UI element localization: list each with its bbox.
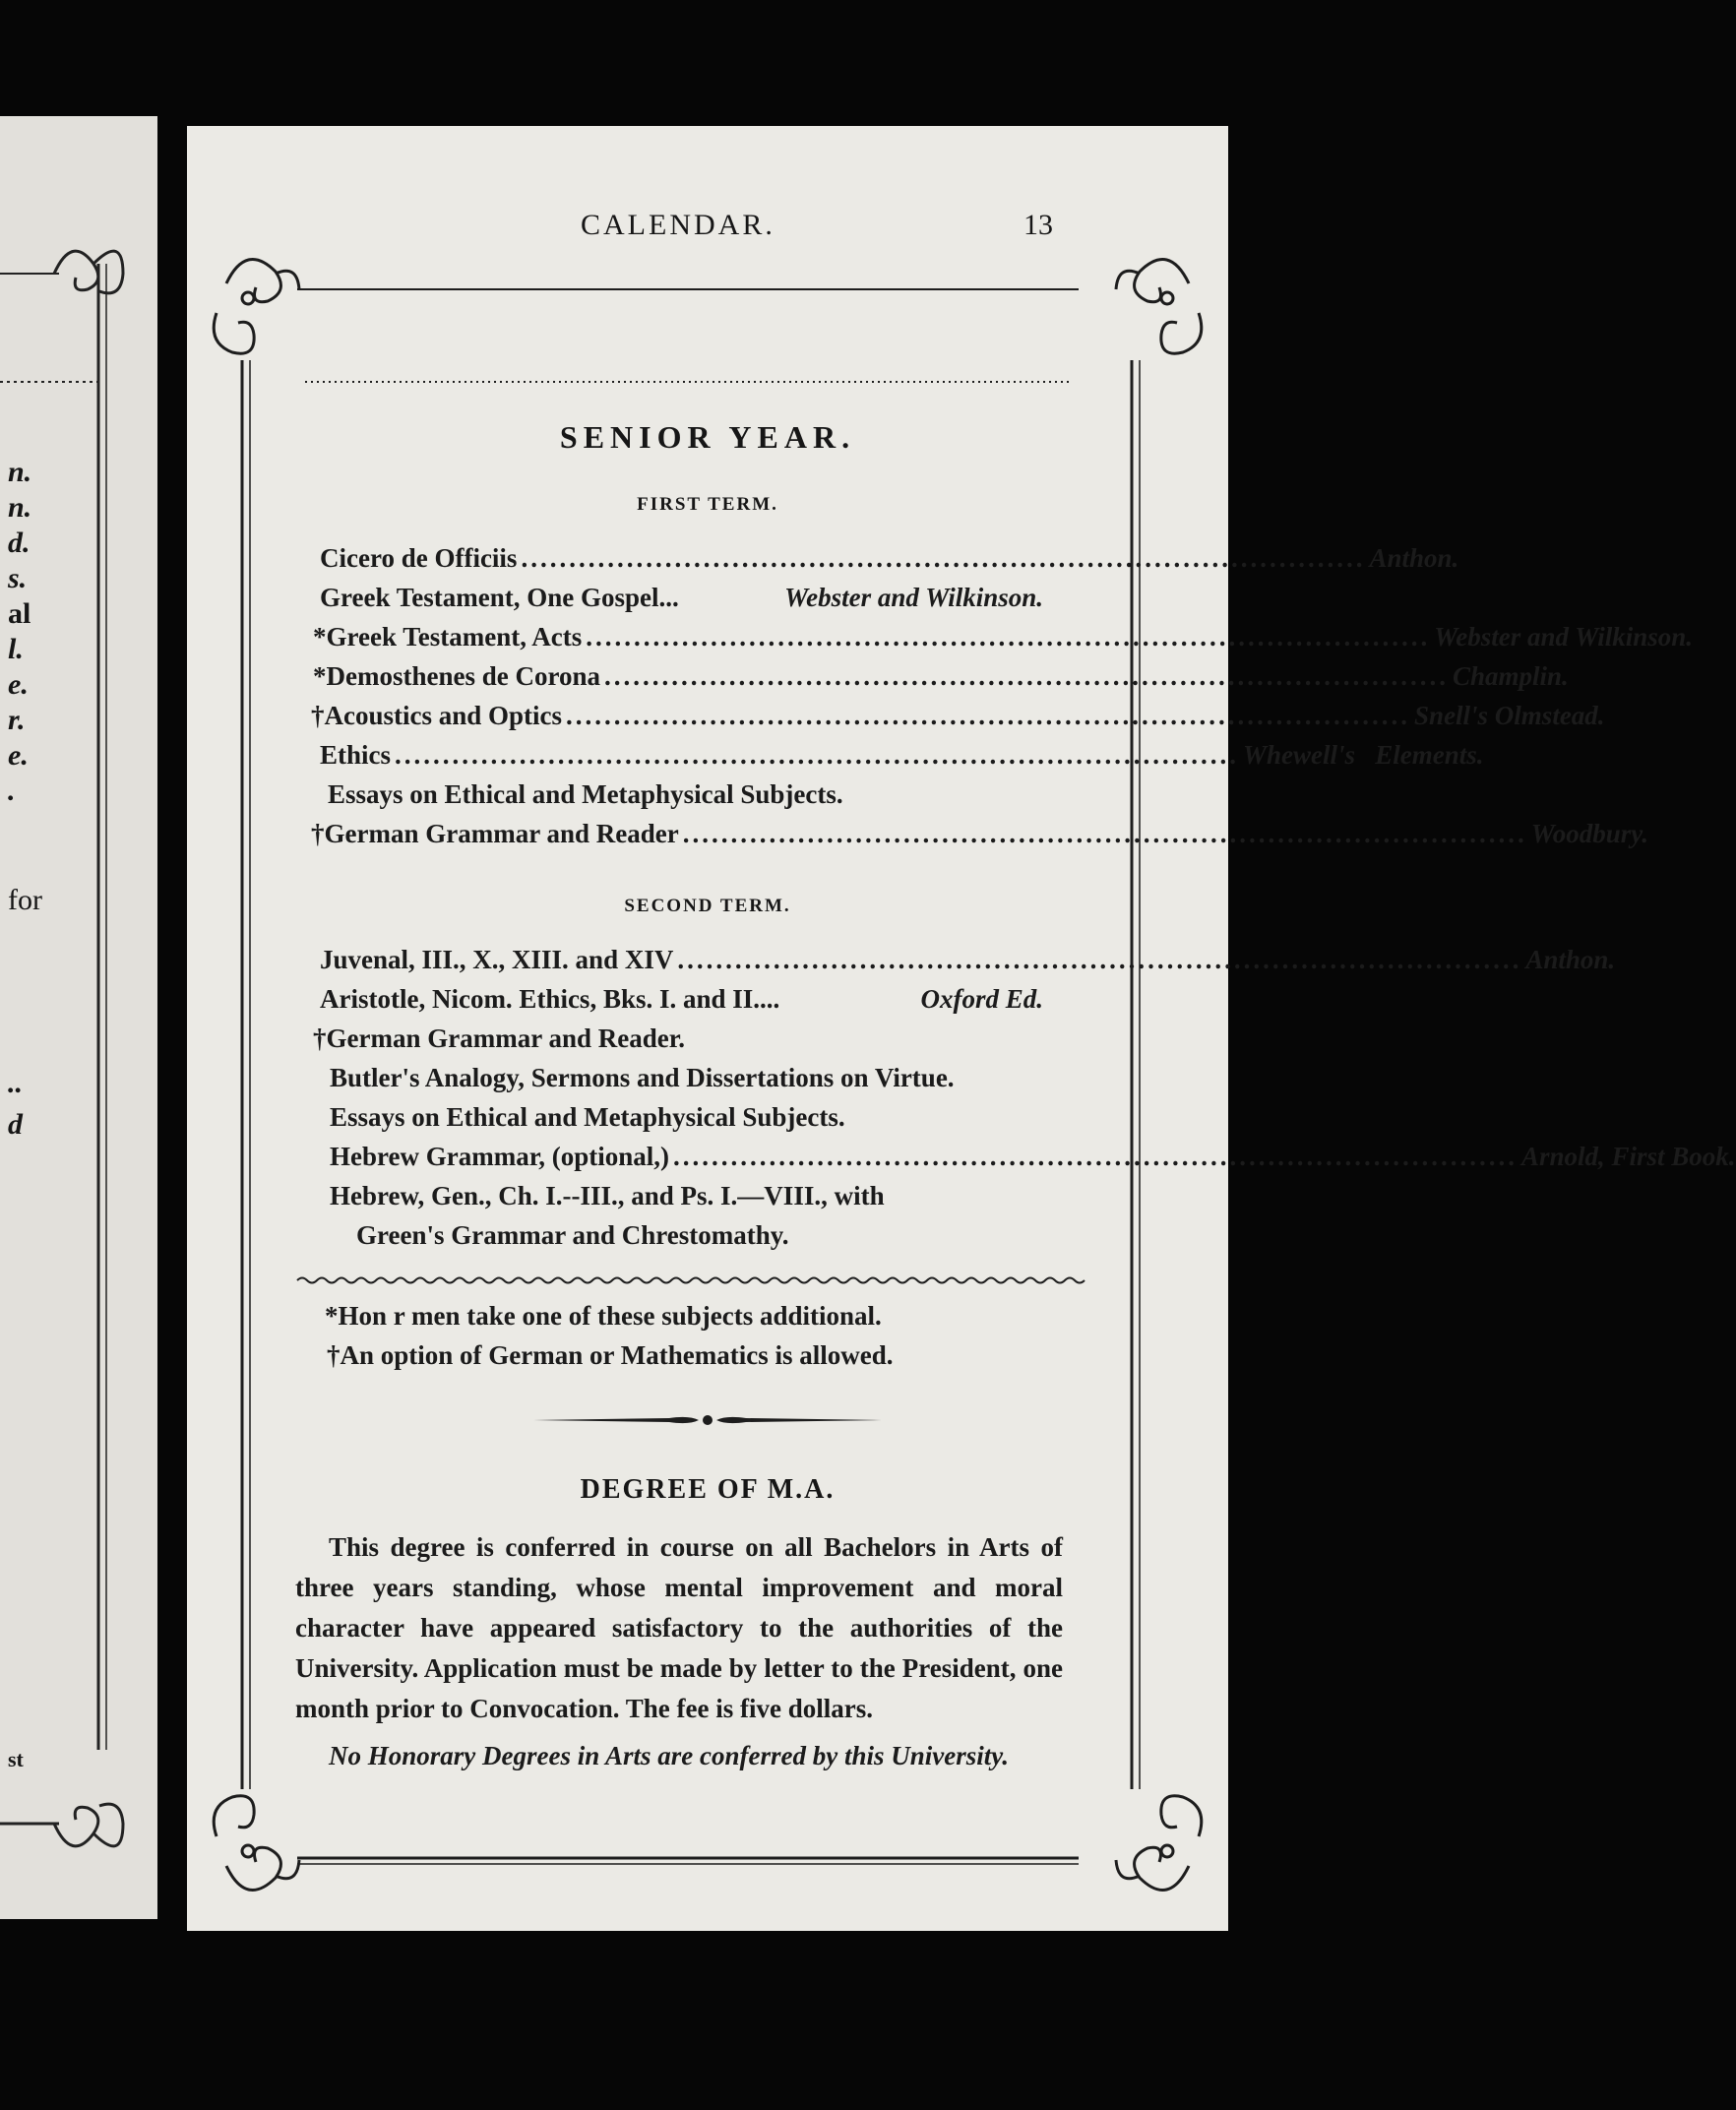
course-author: Snell's Olmstead. bbox=[1414, 701, 1605, 730]
degree-paragraph bbox=[295, 1527, 1063, 1729]
course-author: Anthon. bbox=[1525, 945, 1616, 974]
dot-leader: ........................................................................................ bbox=[586, 622, 1431, 652]
course-name: Hebrew Grammar, (optional,) bbox=[330, 1142, 669, 1171]
previous-page-fragment bbox=[0, 116, 157, 1919]
course-entry: Essays on Ethical and Metaphysical Subjects. bbox=[330, 1102, 845, 1132]
prev-fragment: for bbox=[8, 884, 42, 916]
prev-fragment: e. bbox=[8, 668, 29, 701]
prev-fragment: e. bbox=[8, 739, 29, 772]
course-entry bbox=[330, 1142, 1736, 1181]
course-entry bbox=[311, 701, 1605, 740]
prev-fragment: l. bbox=[8, 633, 24, 665]
course-name: Ethics bbox=[320, 740, 392, 770]
term-heading: FIRST TERM. bbox=[637, 494, 778, 515]
dot-leader: ........................................................................................ bbox=[677, 945, 1522, 974]
dot-leader: ........................................................................................ bbox=[672, 1142, 1518, 1171]
running-head bbox=[394, 209, 1053, 248]
course-author: Webster and Wilkinson. bbox=[1434, 622, 1694, 652]
course-entry bbox=[320, 945, 1616, 984]
prev-fragment: d. bbox=[8, 527, 31, 559]
prev-fragment: st bbox=[8, 1747, 24, 1771]
prev-fragment: s. bbox=[8, 562, 28, 594]
dot-leader: ........................................................................................ bbox=[604, 661, 1449, 691]
section-title: SENIOR YEAR. bbox=[559, 419, 856, 455]
course-entry bbox=[320, 583, 1043, 622]
course-author: Arnold, First Book. bbox=[1520, 1142, 1736, 1171]
footnote: †An option of German or Mathematics is allowed. bbox=[327, 1340, 894, 1370]
course-name: †German Grammar and Reader bbox=[311, 819, 679, 848]
dot-leader: ........................................................................................ bbox=[566, 701, 1411, 730]
previous-page-border bbox=[0, 116, 138, 1919]
dot-leader: ........................................................................................ bbox=[682, 819, 1527, 848]
honorary-text: No Honorary Degrees in Arts are conferred by this University. bbox=[329, 1741, 1009, 1770]
course-author: Anthon. bbox=[1369, 543, 1459, 573]
term-heading: SECOND TERM. bbox=[624, 896, 791, 916]
prev-fragment: r. bbox=[8, 704, 26, 736]
honorary-note bbox=[295, 1736, 1063, 1776]
prev-fragment: n. bbox=[8, 491, 32, 524]
course-name: Juvenal, III., X., XIII. and XIV bbox=[320, 945, 674, 974]
course-entry bbox=[320, 543, 1459, 583]
page-number: 13 bbox=[1023, 209, 1053, 241]
dot-leader: ........................................................................................ bbox=[521, 543, 1366, 573]
degree-heading: DEGREE OF M.A. bbox=[580, 1474, 836, 1505]
degree-text: This degree is conferred in course on all Bachelors in Arts of three years standing, whose mental improvement and moral character have appeared satisfactory to the authorities of the University. Application must be made by letter to the President, one month prior to Convocation. The fee is five dollars. bbox=[295, 1532, 1063, 1723]
prev-fragment: d bbox=[8, 1108, 23, 1141]
prev-fragment: . bbox=[8, 775, 16, 807]
course-name: *Greek Testament, Acts bbox=[313, 622, 583, 652]
course-author: Webster and Wilkinson. bbox=[784, 583, 1043, 612]
course-name: †Acoustics and Optics bbox=[311, 701, 563, 730]
course-name: Greek Testament, One Gospel... bbox=[320, 583, 679, 612]
course-name: Cicero de Officiis bbox=[320, 543, 518, 573]
course-author: Whewell's Elements. bbox=[1243, 740, 1484, 770]
course-author: Oxford Ed. bbox=[920, 984, 1043, 1014]
course-entry bbox=[320, 984, 1043, 1024]
prev-fragment: .. bbox=[8, 1067, 23, 1099]
book-page bbox=[187, 126, 1736, 1931]
course-author: Woodbury. bbox=[1530, 819, 1648, 848]
ornamental-dash bbox=[533, 1415, 882, 1425]
course-name: *Demosthenes de Corona bbox=[313, 661, 600, 691]
prev-fragment: n. bbox=[8, 456, 32, 488]
prev-fragment: al bbox=[8, 597, 31, 630]
course-name: Aristotle, Nicom. Ethics, Bks. I. and II.... bbox=[320, 984, 780, 1014]
course-entry bbox=[313, 622, 1694, 661]
footnote: *Hon r men take one of these subjects additional. bbox=[325, 1301, 882, 1331]
course-entry bbox=[313, 661, 1569, 701]
course-entry: †German Grammar and Reader. bbox=[313, 1024, 685, 1053]
course-entry bbox=[311, 819, 1648, 858]
running-title: CALENDAR. bbox=[581, 209, 775, 241]
course-entry: Green's Grammar and Chrestomathy. bbox=[356, 1220, 789, 1250]
course-author: Champlin. bbox=[1453, 661, 1569, 691]
course-entry: Butler's Analogy, Sermons and Dissertations on Virtue. bbox=[330, 1063, 955, 1092]
course-entry: Essays on Ethical and Metaphysical Subjects. bbox=[328, 779, 843, 809]
course-entry bbox=[320, 740, 1484, 779]
course-entry: Hebrew, Gen., Ch. I.--III., and Ps. I.—VIII., with bbox=[330, 1181, 885, 1210]
dot-leader: ........................................................................................ bbox=[395, 740, 1240, 770]
